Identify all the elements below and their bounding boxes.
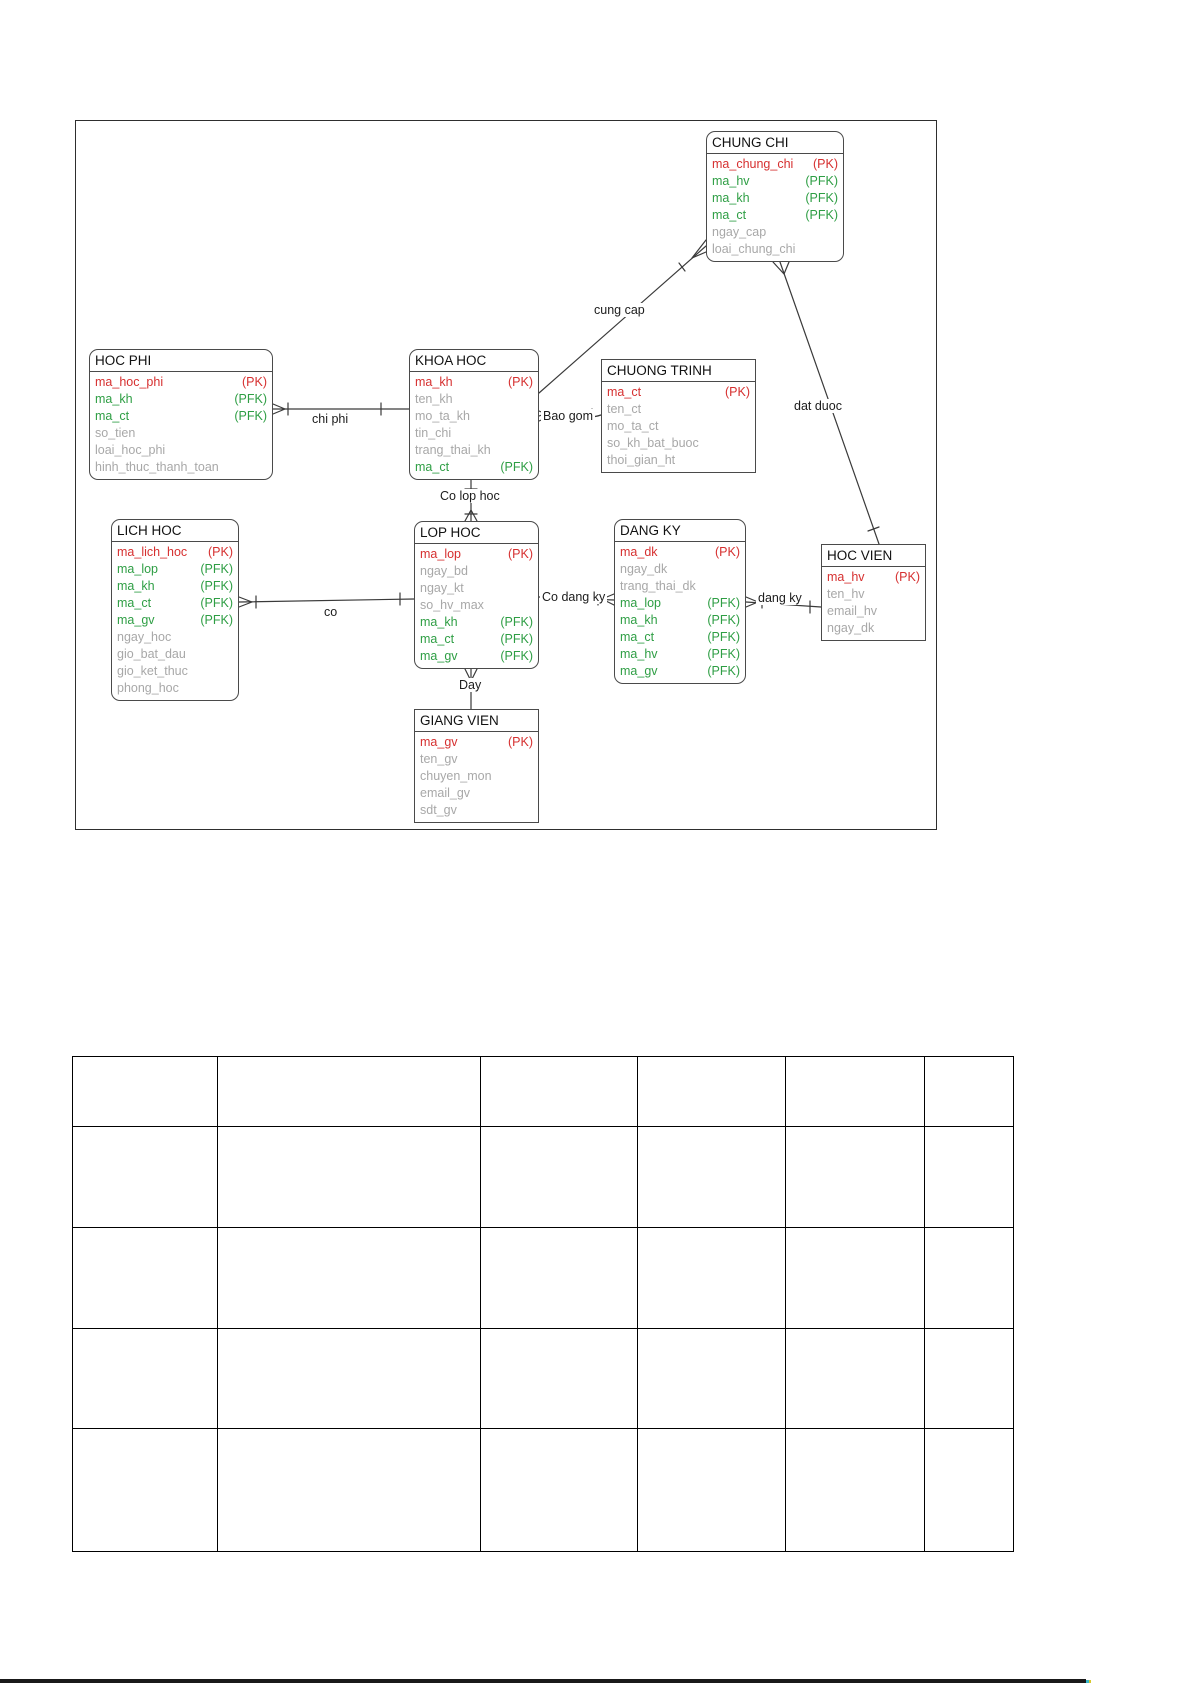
field-key-type: (PK) [508, 547, 533, 561]
field-key-type: (PFK) [234, 409, 267, 423]
entity-title-lop-hoc: LOP HOC [415, 522, 538, 544]
field-name: ma_ct [117, 596, 152, 610]
table-row [73, 1057, 1014, 1127]
field-ma_ct [615, 629, 745, 646]
field-name: ma_chung_chi [712, 157, 794, 171]
field-key-type: (PFK) [707, 596, 740, 610]
field-ngay_dk [822, 620, 925, 637]
field-chuyen_mon [415, 768, 538, 785]
field-key-type: (PK) [725, 385, 750, 399]
field-name: ma_hv [620, 647, 658, 661]
field-ma_gv [415, 648, 538, 665]
field-loai_hoc_phi [90, 442, 272, 459]
table-cell [73, 1429, 218, 1552]
field-ma_kh [112, 578, 238, 595]
entity-title-giang-vien: GIANG VIEN [415, 710, 538, 732]
field-name: email_hv [827, 604, 878, 618]
table-cell [218, 1127, 481, 1228]
field-name: ma_kh [620, 613, 658, 627]
field-name: gio_bat_dau [117, 647, 186, 661]
field-ngay_cap [707, 224, 843, 241]
field-name: loai_chung_chi [712, 242, 796, 256]
field-key-type: (PFK) [500, 460, 533, 474]
field-ma_ct [602, 384, 755, 401]
field-name: ma_ct [620, 630, 655, 644]
table-cell [73, 1329, 218, 1429]
field-ma_hoc_phi [90, 374, 272, 391]
field-name: ten_kh [415, 392, 453, 406]
field-name: ma_kh [117, 579, 155, 593]
field-gio_ket_thuc [112, 663, 238, 680]
table-cell [638, 1429, 786, 1552]
field-loai_chung_chi [707, 241, 843, 258]
field-name: tin_chi [415, 426, 452, 440]
entity-title-chung-chi: CHUNG CHI [707, 132, 843, 154]
field-name: ten_gv [420, 752, 458, 766]
empty-grid-table [72, 1056, 1014, 1552]
table-cell [638, 1228, 786, 1329]
field-name: ma_lop [620, 596, 661, 610]
field-name: ten_ct [607, 402, 642, 416]
field-ma_kh [90, 391, 272, 408]
table-cell [218, 1228, 481, 1329]
field-ngay_hoc [112, 629, 238, 646]
field-key-type: (PFK) [805, 191, 838, 205]
table-cell [786, 1228, 925, 1329]
field-name: ma_gv [420, 735, 458, 749]
field-name: ngay_dk [620, 562, 668, 576]
field-key-type: (PK) [208, 545, 233, 559]
entity-title-khoa-hoc: KHOA HOC [410, 350, 538, 372]
field-name: ma_kh [95, 392, 133, 406]
field-name: chuyen_mon [420, 769, 492, 783]
field-key-type: (PFK) [500, 649, 533, 663]
table-row [73, 1429, 1014, 1552]
field-ma_gv [415, 734, 538, 751]
relationship-label-bao-gom: Bao gom [543, 409, 594, 423]
field-ma_hv [822, 569, 925, 586]
field-name: trang_thai_kh [415, 443, 491, 457]
field-thoi_gian_ht [602, 452, 755, 469]
field-key-type: (PFK) [805, 208, 838, 222]
relationship-label-dat-duoc: dat duoc [794, 399, 842, 413]
field-name: mo_ta_ct [607, 419, 659, 433]
field-ma_ct [415, 631, 538, 648]
field-name: ma_ct [420, 632, 455, 646]
field-key-type: (PFK) [707, 647, 740, 661]
field-ma_kh [415, 614, 538, 631]
footer-rule [0, 1679, 1086, 1683]
entity-title-hoc-phi: HOC PHI [90, 350, 272, 372]
table-cell [925, 1127, 1014, 1228]
table-cell [73, 1127, 218, 1228]
entity-title-dang-ky: DANG KY [615, 520, 745, 542]
entity-lich-hoc [111, 519, 239, 701]
table-cell [638, 1127, 786, 1228]
table-cell [481, 1329, 638, 1429]
field-key-type: (PK) [895, 570, 920, 584]
entity-dang-ky [614, 519, 746, 684]
entity-giang-vien [414, 709, 539, 823]
field-name: ngay_hoc [117, 630, 172, 644]
field-name: ten_hv [827, 587, 865, 601]
entity-hoc-vien [821, 544, 926, 641]
field-name: gio_ket_thuc [117, 664, 188, 678]
table-cell [925, 1329, 1014, 1429]
field-name: thoi_gian_ht [607, 453, 676, 467]
field-mo_ta_kh [410, 408, 538, 425]
field-key-type: (PFK) [500, 632, 533, 646]
grid-table [72, 1056, 1014, 1552]
field-ma_hv [615, 646, 745, 663]
field-name: ma_hv [827, 570, 865, 584]
relationship-label-dang-ky: dang ky [758, 591, 802, 605]
field-name: ma_lich_hoc [117, 545, 188, 559]
field-ten_hv [822, 586, 925, 603]
entity-hoc-phi [89, 349, 273, 480]
field-name: ma_ct [95, 409, 130, 423]
relationship-label-chi-phi: chi phi [312, 412, 349, 426]
field-key-type: (PFK) [707, 664, 740, 678]
field-name: ma_ct [415, 460, 450, 474]
relationship-label-co-lop-hoc: Co lop hoc [440, 489, 500, 503]
table-row [73, 1127, 1014, 1228]
field-ma_dk [615, 544, 745, 561]
table-row [73, 1329, 1014, 1429]
field-ma_kh [410, 374, 538, 391]
table-cell [925, 1057, 1014, 1127]
field-name: ngay_kt [420, 581, 464, 595]
field-key-type: (PFK) [200, 613, 233, 627]
field-ma_lich_hoc [112, 544, 238, 561]
field-so_kh_bat_buoc [602, 435, 755, 452]
field-name: ma_gv [620, 664, 658, 678]
field-key-type: (PK) [813, 157, 838, 171]
field-ten_ct [602, 401, 755, 418]
table-cell [786, 1057, 925, 1127]
er-diagram [75, 120, 937, 830]
field-name: ma_ct [712, 208, 747, 222]
table-cell [925, 1228, 1014, 1329]
table-cell [786, 1429, 925, 1552]
field-name: ma_kh [415, 375, 453, 389]
field-gio_bat_dau [112, 646, 238, 663]
field-key-type: (PK) [508, 375, 533, 389]
table-cell [481, 1127, 638, 1228]
field-name: so_tien [95, 426, 136, 440]
field-ma_gv [615, 663, 745, 680]
field-key-type: (PK) [508, 735, 533, 749]
table-cell [73, 1228, 218, 1329]
field-ma_lop [415, 546, 538, 563]
field-key-type: (PFK) [500, 615, 533, 629]
field-name: ma_lop [420, 547, 461, 561]
field-trang_thai_dk [615, 578, 745, 595]
footer-print-artifact-yellow [1089, 1680, 1091, 1683]
relationship-label-day: Day [459, 678, 482, 692]
field-key-type: (PFK) [200, 596, 233, 610]
field-name: mo_ta_kh [415, 409, 470, 423]
field-email_hv [822, 603, 925, 620]
entity-title-lich-hoc: LICH HOC [112, 520, 238, 542]
field-name: trang_thai_dk [620, 579, 696, 593]
table-cell [925, 1429, 1014, 1552]
field-key-type: (PFK) [707, 613, 740, 627]
field-ma_lop [615, 595, 745, 612]
table-cell [786, 1127, 925, 1228]
field-name: ma_hv [712, 174, 750, 188]
field-ma_lop [112, 561, 238, 578]
field-name: so_kh_bat_buoc [607, 436, 699, 450]
field-ma_ct [410, 459, 538, 476]
field-name: ma_lop [117, 562, 158, 576]
field-name: ngay_bd [420, 564, 468, 578]
entity-title-chuong-trinh: CHUONG TRINH [602, 360, 755, 382]
table-cell [218, 1329, 481, 1429]
field-ma_ct [90, 408, 272, 425]
field-ma_kh [707, 190, 843, 207]
field-key-type: (PFK) [234, 392, 267, 406]
field-name: ngay_dk [827, 621, 875, 635]
field-key-type: (PFK) [200, 579, 233, 593]
field-tin_chi [410, 425, 538, 442]
table-cell [638, 1057, 786, 1127]
field-name: ma_dk [620, 545, 658, 559]
table-cell [481, 1057, 638, 1127]
table-cell [481, 1429, 638, 1552]
field-name: ma_kh [420, 615, 458, 629]
table-cell [218, 1429, 481, 1552]
table-cell [218, 1057, 481, 1127]
field-mo_ta_ct [602, 418, 755, 435]
field-hinh_thuc_thanh_toan [90, 459, 272, 476]
field-name: ma_ct [607, 385, 642, 399]
field-ma_kh [615, 612, 745, 629]
field-ma_ct [112, 595, 238, 612]
field-ma_ct [707, 207, 843, 224]
field-ma_gv [112, 612, 238, 629]
field-name: so_hv_max [420, 598, 484, 612]
field-name: sdt_gv [420, 803, 457, 817]
field-name: ma_hoc_phi [95, 375, 164, 389]
field-ma_chung_chi [707, 156, 843, 173]
field-key-type: (PFK) [707, 630, 740, 644]
field-name: ma_kh [712, 191, 750, 205]
field-so_tien [90, 425, 272, 442]
field-name: loai_hoc_phi [95, 443, 166, 457]
entity-lop-hoc [414, 521, 539, 669]
field-name: email_gv [420, 786, 471, 800]
entity-khoa-hoc [409, 349, 539, 480]
table-cell [786, 1329, 925, 1429]
field-name: ma_gv [420, 649, 458, 663]
relationship-label-cung-cap: cung cap [594, 303, 645, 317]
table-row [73, 1228, 1014, 1329]
field-ngay_kt [415, 580, 538, 597]
field-key-type: (PK) [242, 375, 267, 389]
entity-chuong-trinh [601, 359, 756, 473]
table-cell [73, 1057, 218, 1127]
field-ngay_dk [615, 561, 745, 578]
field-key-type: (PFK) [805, 174, 838, 188]
entity-title-hoc-vien: HOC VIEN [822, 545, 925, 567]
field-name: hinh_thuc_thanh_toan [95, 460, 219, 474]
field-name: ngay_cap [712, 225, 767, 239]
field-ngay_bd [415, 563, 538, 580]
field-key-type: (PK) [715, 545, 740, 559]
field-phong_hoc [112, 680, 238, 697]
field-name: phong_hoc [117, 681, 179, 695]
field-key-type: (PFK) [200, 562, 233, 576]
field-so_hv_max [415, 597, 538, 614]
entity-chung-chi [706, 131, 844, 262]
relationship-label-co: co [324, 605, 338, 619]
field-ma_hv [707, 173, 843, 190]
field-ten_kh [410, 391, 538, 408]
field-name: ma_gv [117, 613, 155, 627]
table-cell [481, 1228, 638, 1329]
field-sdt_gv [415, 802, 538, 819]
field-trang_thai_kh [410, 442, 538, 459]
table-cell [638, 1329, 786, 1429]
field-ten_gv [415, 751, 538, 768]
field-email_gv [415, 785, 538, 802]
relationship-label-co-dang-ky: Co dang ky [542, 590, 606, 604]
